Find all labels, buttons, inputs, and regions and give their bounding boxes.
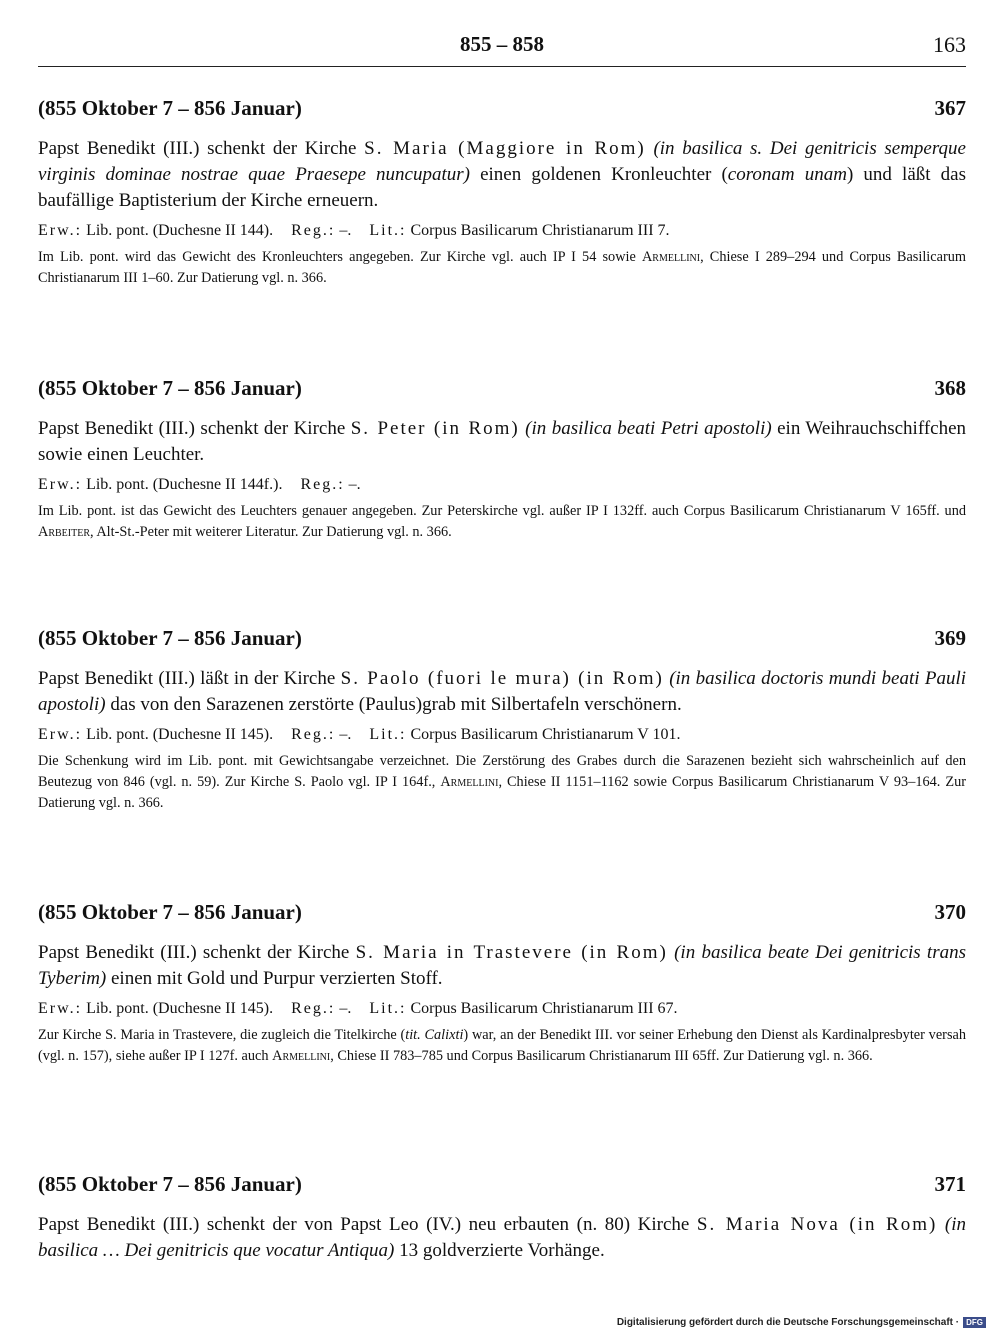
reg-label: Reg.: (291, 222, 336, 239)
summary-text: einen mit Gold und Purpur verzierten Stoff. (106, 968, 443, 989)
summary-space (937, 1214, 945, 1235)
page-number: 163 (933, 32, 966, 57)
reg-value: –. (339, 1000, 352, 1017)
latin-quote: tit. Calixti (405, 1027, 464, 1043)
lit-label: Lit.: (369, 222, 407, 239)
reg-value: –. (348, 476, 361, 493)
digitization-footer (617, 1317, 986, 1328)
comment-text: , Alt-St.-Peter mit weiterer Literatur. Zur Datierung vgl. n. 366. (90, 524, 452, 540)
summary-text: das von den Sarazenen zerstörte (Paulus)grab mit Silbertafeln verschönern. (105, 694, 682, 715)
author-name: Arbeiter (38, 524, 90, 540)
entry-heading (38, 900, 966, 930)
entry-references (38, 998, 966, 1020)
regest-entry-369 (38, 626, 966, 814)
entry-summary (38, 940, 966, 992)
summary-text: Papst Benedikt (III.) schenkt der Kirche (38, 138, 365, 159)
entry-summary (38, 136, 966, 214)
lit-value: Corpus Basilicarum Christianarum V 101. (410, 726, 681, 743)
entry-number: 369 (934, 626, 966, 650)
church-name: S. Maria (Maggiore in Rom) (364, 138, 646, 159)
regest-entry-370 (38, 900, 966, 1067)
entry-number: 368 (934, 376, 966, 400)
reg-value: –. (339, 726, 352, 743)
entry-heading (38, 376, 966, 406)
lit-value: Corpus Basilicarum Christianarum III 7. (410, 222, 670, 239)
entry-number: 370 (934, 900, 966, 924)
entry-date: (855 Oktober 7 – 856 Januar) (38, 900, 302, 924)
summary-text: 13 goldverzierte Vorhänge. (394, 1240, 605, 1261)
summary-text: Papst Benedikt (III.) schenkt der von Papst Leo (IV.) neu erbauten (n. 80) Kirche (38, 1214, 697, 1235)
church-name: S. Maria in Trastevere (in Rom) (355, 942, 668, 963)
entry-number: 371 (934, 1172, 966, 1196)
entry-commentary (38, 247, 966, 289)
comment-text: Zur Kirche S. Maria in Trastevere, die zugleich die Titelkirche ( (38, 1027, 406, 1043)
summary-text: Papst Benedikt (III.) schenkt der Kirche (38, 418, 351, 439)
running-head (38, 26, 966, 62)
comment-text: , Chiese II 1151–1162 sowie Corpus Basilicarum Christianarum V 93–164. Zur Datierung vgl. n. 366. (38, 774, 967, 811)
regest-entry-371 (38, 1172, 966, 1264)
erw-label: Erw.: (38, 476, 83, 493)
reg-label: Reg.: (291, 1000, 336, 1017)
page (38, 26, 967, 1261)
header-rule (38, 66, 966, 67)
erw-value: Lib. pont. (Duchesne II 145). (86, 726, 274, 743)
author-name: Armellini (440, 774, 499, 790)
latin-quote: (in basilica … Dei genitricis que vocatur Antiqua) (38, 1214, 967, 1261)
entry-summary (38, 1212, 966, 1264)
entry-commentary (38, 501, 966, 543)
church-name: S. Paolo (fuori le mura) (in Rom) (340, 668, 664, 689)
latin-quote: (in basilica s. Dei genitricis semperque virginis dominae nostrae quae Praesepe nuncupatur) (38, 138, 966, 185)
lit-value: Corpus Basilicarum Christianarum III 67. (410, 1000, 678, 1017)
erw-value: Lib. pont. (Duchesne II 144). (86, 222, 274, 239)
reg-value: –. (339, 222, 352, 239)
comment-text: Im Lib. pont. wird das Gewicht des Kronleuchters angegeben. Zur Kirche vgl. auch IP I 54 sowie (38, 249, 642, 265)
entry-date: (855 Oktober 7 – 856 Januar) (38, 376, 302, 400)
erw-label: Erw.: (38, 726, 83, 743)
entry-references (38, 220, 966, 242)
latin-quote: (in basilica beati Petri apostoli) (525, 418, 772, 439)
summary-text: Papst Benedikt (III.) läßt in der Kirche (38, 668, 341, 689)
entry-heading (38, 626, 966, 656)
entry-references (38, 474, 966, 496)
latin-quote: (in basilica beate Dei genitricis trans Tyberim) (38, 942, 966, 989)
lit-label: Lit.: (369, 726, 407, 743)
entry-heading (38, 96, 966, 126)
reg-label: Reg.: (300, 476, 345, 493)
entry-commentary (38, 1025, 966, 1067)
reg-label: Reg.: (291, 726, 336, 743)
erw-label: Erw.: (38, 1000, 83, 1017)
regest-entry-367 (38, 96, 966, 289)
church-name: S. Maria Nova (in Rom) (696, 1214, 938, 1235)
author-name: Armellini (272, 1048, 331, 1064)
author-name: Armellini (641, 249, 701, 265)
comment-text: , Chiese I 289–294 und Corpus Basilicarum Christianarum III 1–60. Zur Datierung vgl. n. 366. (38, 249, 966, 286)
entry-date: (855 Oktober 7 – 856 Januar) (38, 1172, 302, 1196)
erw-value: Lib. pont. (Duchesne II 145). (86, 1000, 274, 1017)
entry-commentary (38, 751, 966, 814)
comment-text: ) war, an der Benedikt III. vor seiner Erhebung den Dienst als Kardinalpresbyter versah (vgl. n. 157), siehe außer IP I 127f. auch (38, 1027, 966, 1064)
summary-text: einen goldenen Kronleuchter ( (469, 164, 728, 185)
regest-entry-368 (38, 376, 966, 543)
comment-text: Im Lib. pont. ist das Gewicht des Leuchters genauer angegeben. Zur Peterskirche vgl. außer IP I 132ff. auch Corpus Basilicarum Christianarum V 165ff. und (38, 503, 966, 519)
summary-text: ) und läßt das baufällige Baptisterium der Kirche erneuern. (38, 164, 966, 211)
summary-text: Papst Benedikt (III.) schenkt der Kirche (38, 942, 356, 963)
erw-label: Erw.: (38, 222, 83, 239)
lit-label: Lit.: (369, 1000, 407, 1017)
entry-date: (855 Oktober 7 – 856 Januar) (38, 96, 302, 120)
latin-quote: (in basilica doctoris mundi beati Pauli apostoli) (38, 668, 967, 715)
footer-text: Digitalisierung gefördert durch die Deutsche Forschungsgemeinschaft · (616, 1317, 960, 1328)
entry-number: 367 (934, 96, 966, 120)
latin-quote: coronam unam (727, 164, 847, 185)
comment-text: Die Schenkung wird im Lib. pont. mit Gewichtsangabe verzeichnet. Die Zerstörung des Grabes durch die Sarazenen bezieht sich wahrscheinlich auf den Beutezug von 846 (vgl. n. 59). Zur Kirche S. Paolo vgl. IP I 164f., (38, 753, 966, 790)
entry-summary (38, 666, 966, 718)
entry-heading (38, 1172, 966, 1202)
comment-text: , Chiese II 783–785 und Corpus Basilicarum Christianarum III 65ff. Zur Datierung vgl. n. 366. (330, 1048, 873, 1064)
church-name: S. Peter (in Rom) (350, 418, 520, 439)
dfg-logo-icon: DFG (963, 1317, 986, 1328)
entry-references (38, 724, 966, 746)
erw-value: Lib. pont. (Duchesne II 144f.). (86, 476, 283, 493)
running-head-range: 855 – 858 (460, 32, 544, 56)
entry-summary (38, 416, 966, 468)
summary-text: ein Weihrauchschiffchen sowie einen Leuchter. (38, 418, 967, 465)
entry-date: (855 Oktober 7 – 856 Januar) (38, 626, 302, 650)
